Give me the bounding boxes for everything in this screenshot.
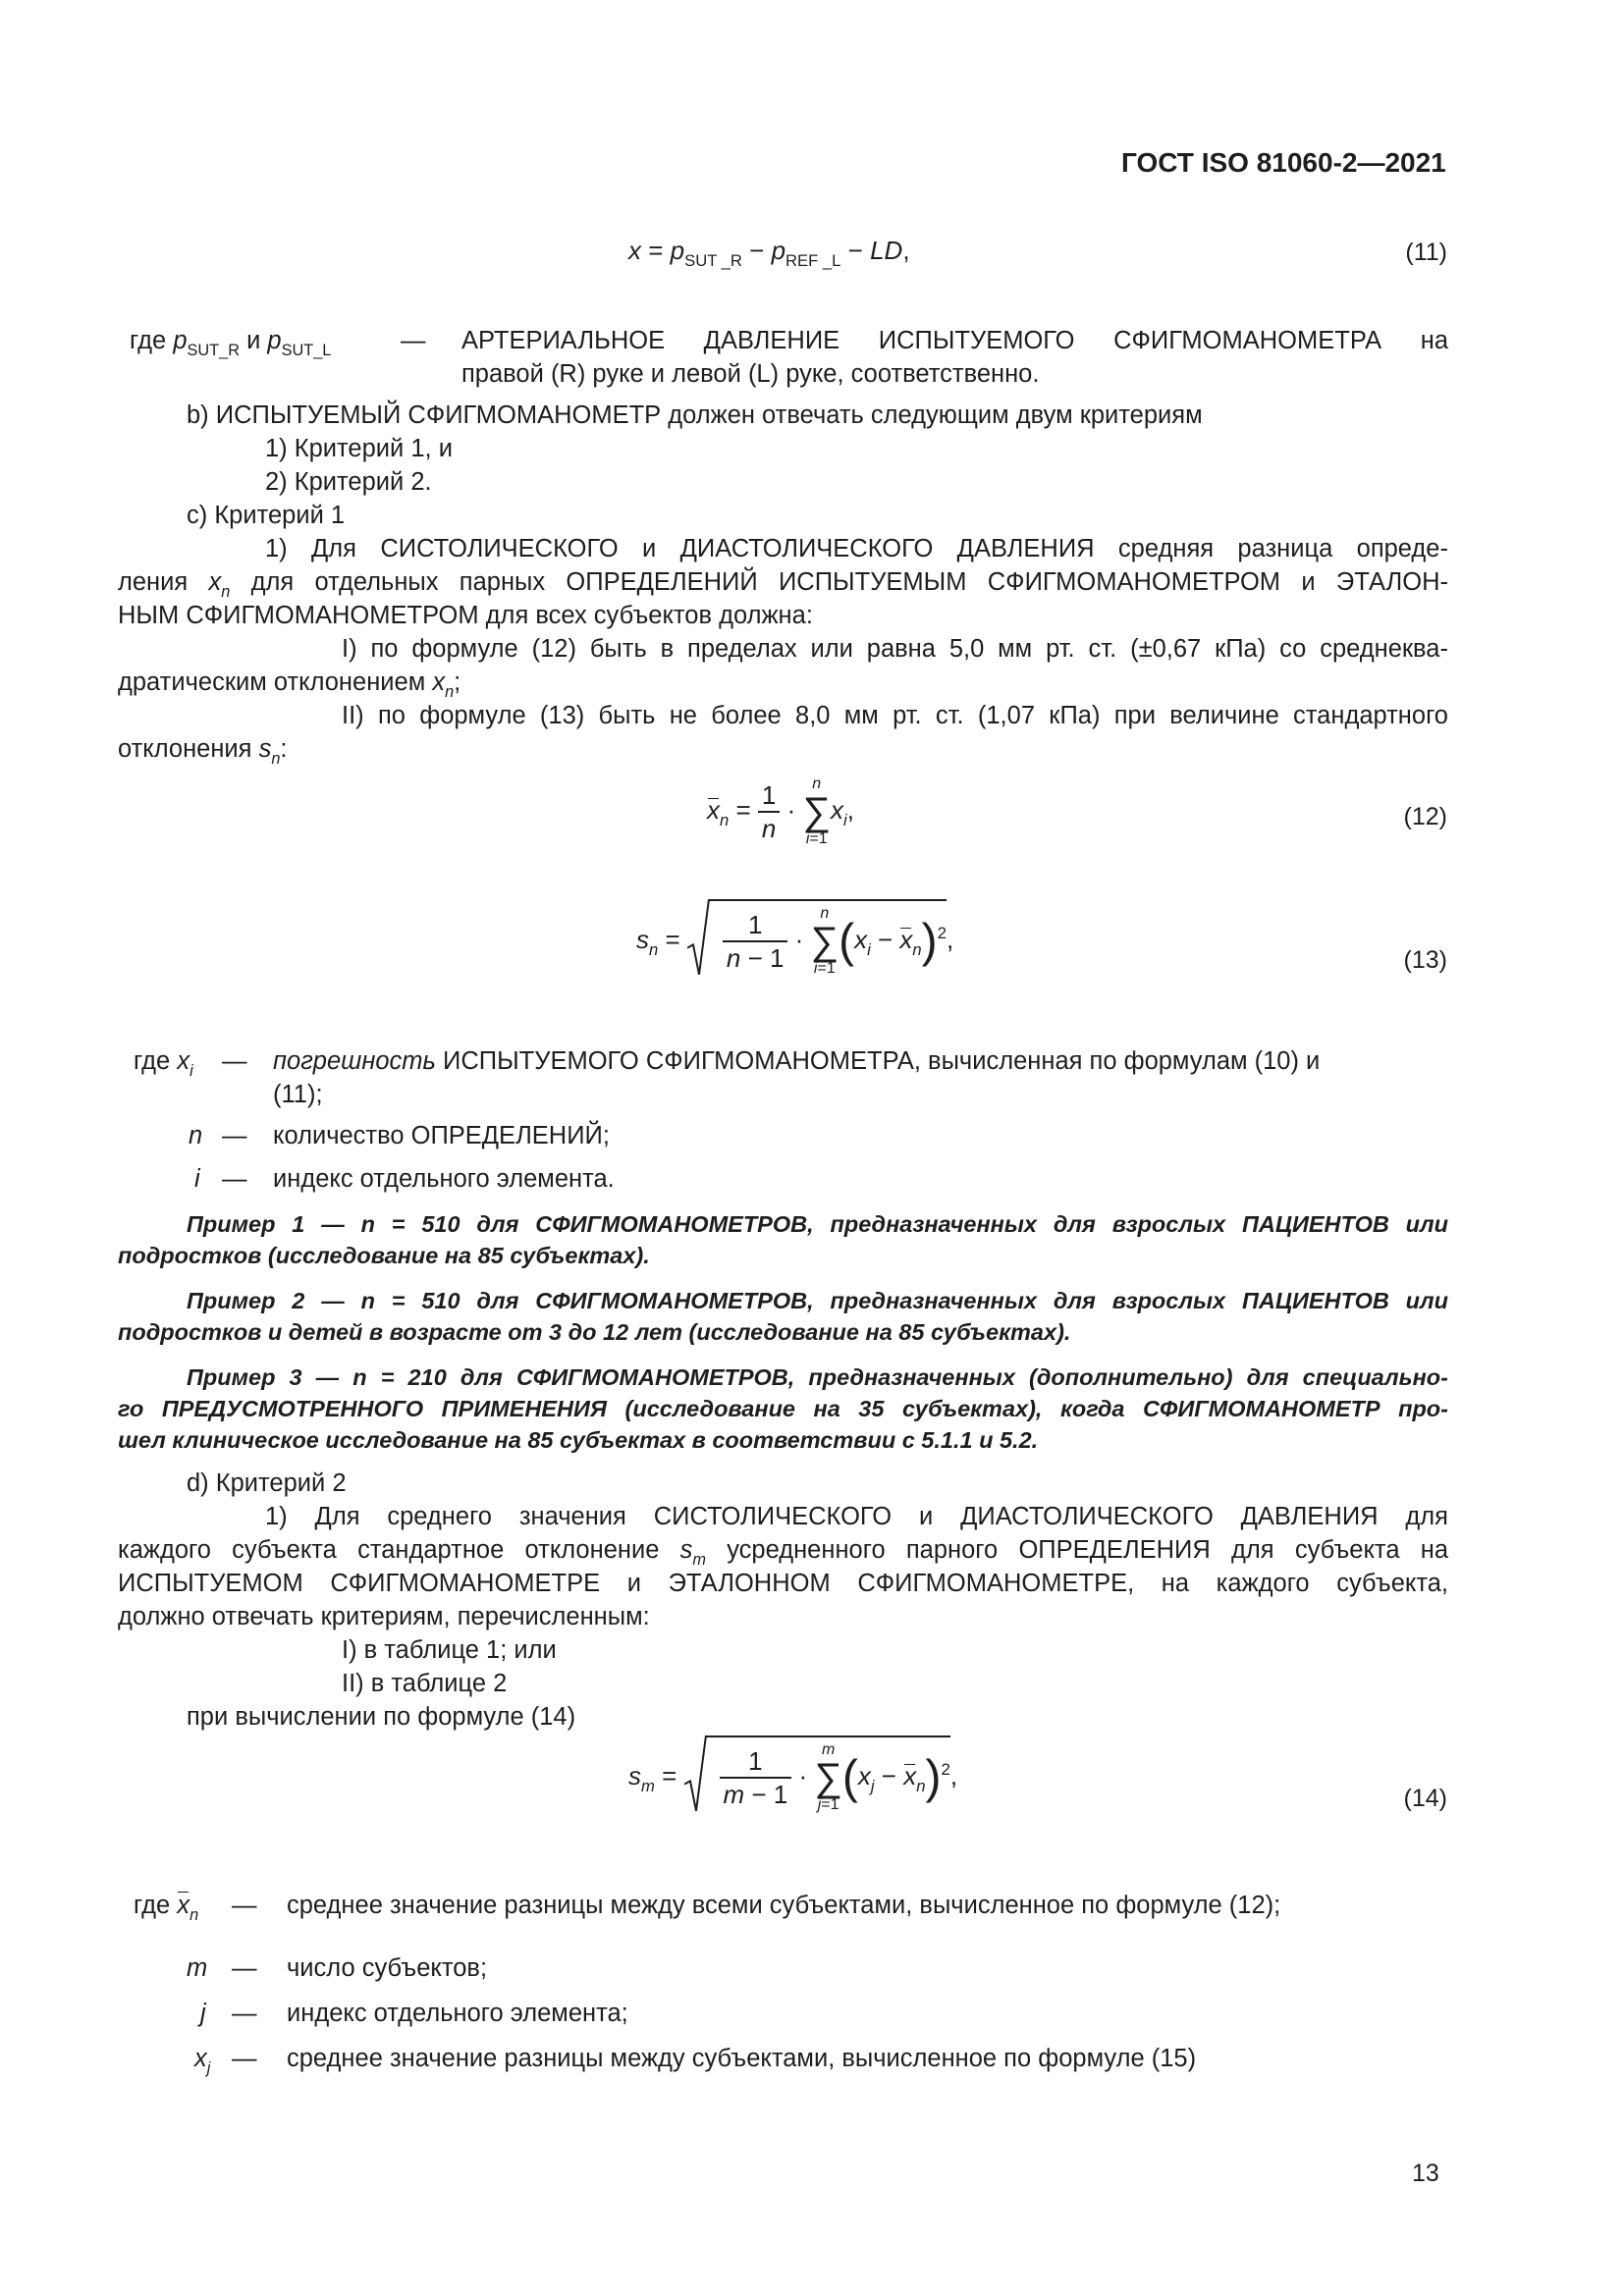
- where-1-dash: —: [401, 327, 426, 354]
- equation-11-number: (11): [1405, 239, 1447, 266]
- example-1-line-2: подростков (исследование на 85 субъектах).: [118, 1243, 650, 1268]
- equation-11: $x = p_{SUT \_R} - p_{REF \_L}$ − LD,: [628, 236, 910, 271]
- c1-line-3: НЫМ СФИГМОМАНОМЕТРОМ для всех субъектов должна:: [118, 602, 813, 629]
- where-1-line-2: правой (R) руке и левой (L) руке, соответственно.: [461, 360, 1040, 388]
- where-block-1: где $p_{SUT\_R}$ и $p_{SUT\_L}$: [130, 327, 332, 360]
- where-2-xi: где $x_i$: [134, 1047, 193, 1081]
- item-d: d) Критерий 2: [187, 1469, 347, 1497]
- where-2-xi-text: погрешность ИСПЫТУЕМОГО СФИГМОМАНОМЕТРА, вычисленная по формулам (10) и: [273, 1047, 1321, 1075]
- item-b-1: 1) Критерий 1, и: [265, 435, 453, 462]
- where-3-j-text: индекс отдельного элемента;: [287, 2000, 628, 2027]
- example-2-line-1: Пример 2 — n = 510 для СФИГМОМАНОМЕТРОВ, предназначенных для взрослых ПАЦИЕНТОВ или: [187, 1288, 1448, 1313]
- where-3-dash-1: —: [232, 1892, 257, 1919]
- c1-ii-line-1: II) по формуле (13) быть не более 8,0 мм рт. ст. (1,07 кПа) при величине стандартного: [342, 702, 1448, 729]
- where-3-j: j: [200, 2000, 206, 2027]
- where-1-line-1: АРТЕРИАЛЬНОЕ ДАВЛЕНИЕ ИСПЫТУЕМОГО СФИГМОМАНОМЕТРА на: [461, 327, 1448, 354]
- where-3-xbar-text: среднее значение разницы между всеми субъектами, вычисленное по формуле (12);: [287, 1892, 1281, 1919]
- equation-12: $x_n$ = $\frac{1}{n}$ · n ∑ $i=1x_i$,: [707, 775, 854, 847]
- item-b: b) ИСПЫТУЕМЫЙ СФИГМОМАНОМЕТР должен отвечать следующим двум критериям: [187, 401, 1203, 429]
- where-2-i: i: [194, 1165, 200, 1193]
- item-c: c) Критерий 1: [187, 502, 346, 529]
- c1-line-1: 1) Для СИСТОЛИЧЕСКОГО и ДИАСТОЛИЧЕСКОГО ДАВЛЕНИЯ средняя разница опреде-: [265, 535, 1448, 562]
- where-3-xj-text: среднее значение разницы между субъектами, вычисленное по формуле (15): [287, 2045, 1197, 2072]
- equation-14: $s_m$ = $\frac{1}{m - 1}$ · m ∑ $j=1(x_j - x_n)^2$,: [628, 1735, 957, 1814]
- c1-line-2: ления $x_n$ для отдельных парных ОПРЕДЕЛЕНИЙ ИСПЫТУЕМЫМ СФИГМОМАНОМЕТРОМ и ЭТАЛОН-: [118, 568, 1448, 602]
- example-3-line-2: го ПРЕДУСМОТРЕННОГО ПРИМЕНЕНИЯ (исследование на 35 субъектах), когда СФИГМОМАНОМЕТР про-: [118, 1396, 1448, 1421]
- where-3-m: m: [187, 1954, 208, 1982]
- where-3-dash-2: —: [232, 1954, 257, 1982]
- where-2-dash-1: —: [222, 1047, 247, 1075]
- where-3-dash-3: —: [232, 2000, 257, 2027]
- example-3-line-1: Пример 3 — n = 210 для СФИГМОМАНОМЕТРОВ, предназначенных (дополнительно) для специально-: [187, 1364, 1448, 1390]
- equation-14-number: (14): [1403, 1785, 1447, 1812]
- where-3-dash-4: —: [232, 2045, 257, 2072]
- item-b-2: 2) Критерий 2.: [265, 468, 432, 496]
- d1-i: I) в таблице 1; или: [342, 1636, 557, 1664]
- c1-i-line-2: дратическим отклонением $x_n$;: [118, 668, 461, 702]
- d1-ii: II) в таблице 2: [342, 1670, 508, 1697]
- d1-line-1: 1) Для среднего значения СИСТОЛИЧЕСКОГО и ДИАСТОЛИЧЕСКОГО ДАВЛЕНИЯ для: [265, 1503, 1448, 1530]
- equation-12-number: (12): [1403, 803, 1447, 830]
- d1-calc: при вычислении по формуле (14): [187, 1703, 576, 1731]
- where-3-m-text: число субъектов;: [287, 1954, 488, 1982]
- d1-line-4: должно отвечать критериям, перечисленным:: [118, 1603, 650, 1630]
- example-1-line-1: Пример 1 — n = 510 для СФИГМОМАНОМЕТРОВ, предназначенных для взрослых ПАЦИЕНТОВ или: [187, 1211, 1448, 1237]
- example-3-line-3: шел клиническое исследование на 85 субъектах в соответствии с 5.1.1 и 5.2.: [118, 1427, 1039, 1453]
- where-3-xbar: где $x_n$: [134, 1889, 198, 1925]
- equation-13-number: (13): [1403, 946, 1447, 974]
- where-2-xi-text-2: (11);: [273, 1081, 323, 1108]
- example-2-line-2: подростков и детей в возрасте от 3 до 12 лет (исследование на 85 субъектах).: [118, 1319, 1071, 1345]
- where-3-xj: $x_j$: [194, 2045, 211, 2078]
- where-2-dash-2: —: [222, 1122, 247, 1149]
- d1-line-2: каждого субъекта стандартное отклонение $s_m$ усредненного парного ОПРЕДЕЛЕНИЯ для субъекта на: [118, 1536, 1448, 1570]
- d1-line-3: ИСПЫТУЕМОМ СФИГМОМАНОМЕТРЕ и ЭТАЛОННОМ СФИГМОМАНОМЕТРЕ, на каждого субъекта,: [118, 1570, 1448, 1597]
- c1-i-line-1: I) по формуле (12) быть в пределах или равна 5,0 мм рт. ст. (±0,67 кПа) со среднеква-: [342, 635, 1448, 663]
- where-2-i-text: индекс отдельного элемента.: [273, 1165, 615, 1193]
- where-2-n: n: [189, 1122, 203, 1149]
- where-2-n-text: количество ОПРЕДЕЛЕНИЙ;: [273, 1122, 610, 1149]
- page-number: 13: [1412, 2160, 1439, 2187]
- c1-ii-line-2: отклонения $s_n$:: [118, 735, 288, 769]
- equation-13: $s_n$ = $\frac{1}{n - 1}$ · n ∑ $i=1(x_i - x_n)^2$,: [636, 899, 953, 978]
- document-header: ГОСТ ISO 81060-2—2021: [1121, 147, 1446, 178]
- where-2-dash-3: —: [222, 1165, 247, 1193]
